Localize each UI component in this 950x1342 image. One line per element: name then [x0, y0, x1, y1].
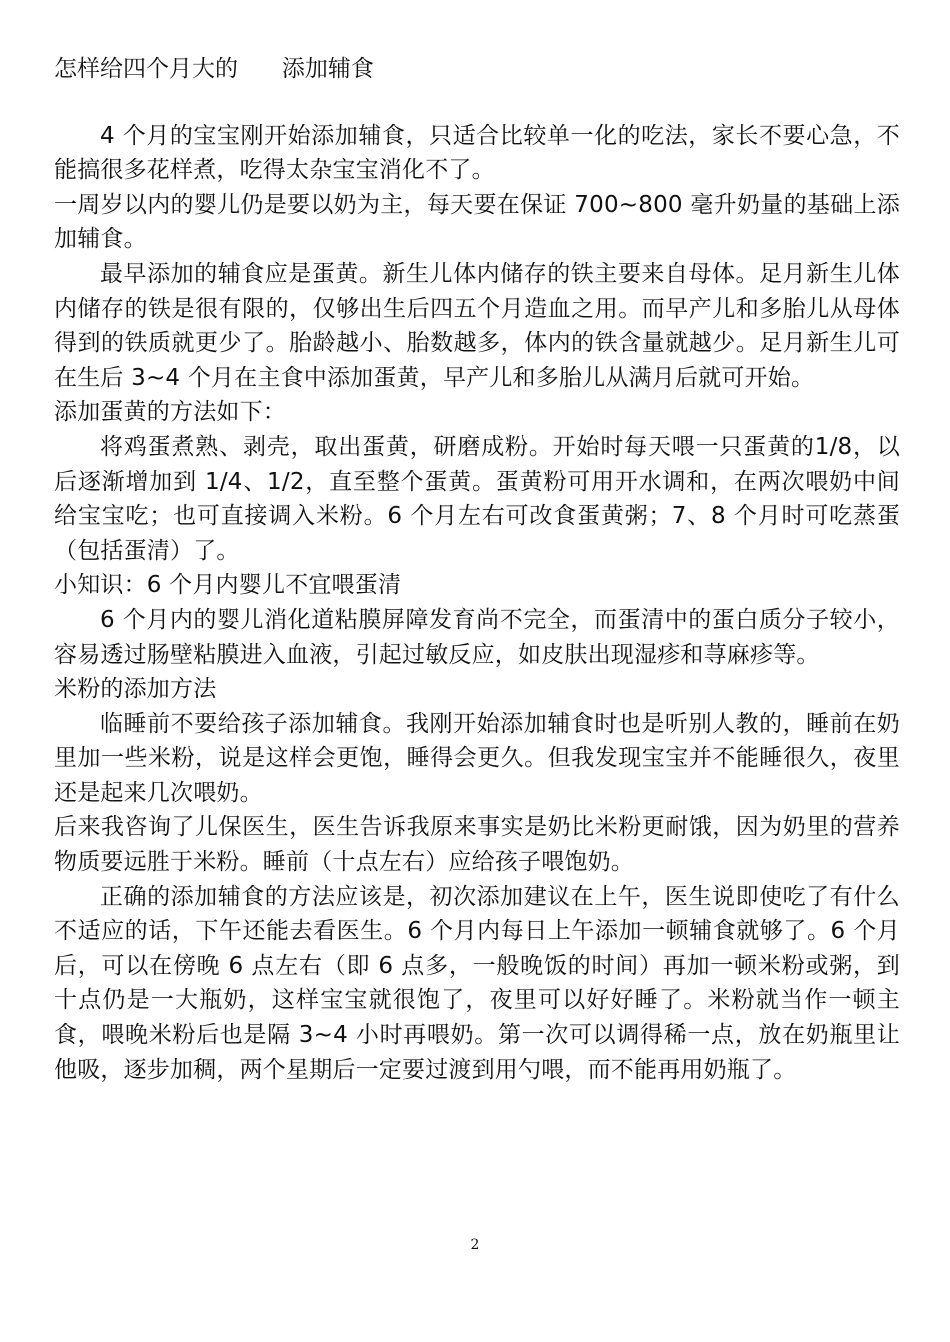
document-page [54, 52, 900, 1087]
document-title: 怎样给四个月大的 添加辅食 [54, 56, 374, 82]
paragraph-intro: 4 个月的宝宝刚开始添加辅食，只适合比较单一化的吃法，家长不要心急，不能搞很多花样煮，吃得太杂宝宝消化不了。 [54, 122, 900, 184]
heading-egg-white-tip: 小知识：6 个月内婴儿不宜喂蛋清 [54, 572, 402, 599]
paragraph-bedtime: 临睡前不要给孩子添加辅食。我刚开始添加辅食时也是听别人教的，睡前在奶里加一些米粉，说是这样会更饱，睡得会更久。但我发现宝宝并不能睡很久，夜里还是起来几次喂奶。 [54, 710, 900, 806]
paragraph-doctor-advice: 后来我咨询了儿保医生，医生告诉我原来事实是奶比米粉更耐饿，因为奶里的营养物质要远胜于米粉。睡前（十点左右）应给孩子喂饱奶。 [54, 814, 900, 876]
paragraph-egg-white-allergy: 6 个月内的婴儿消化道粘膜屏障发育尚不完全，而蛋清中的蛋白质分子较小，容易透过肠壁粘膜进入血液，引起过敏反应，如皮肤出现湿疹和荨麻疹等。 [54, 606, 900, 668]
paragraph-egg-yolk-method: 将鸡蛋煮熟、剥壳，取出蛋黄，研磨成粉。开始时每天喂一只蛋黄的1/8，以后逐渐增加到 1/4、1/2，直至整个蛋黄。蛋黄粉可用开水调和，在两次喂奶中间给宝宝吃；也可直接调入米粉。6 个月左右可改食蛋黄粥；7、8 个月时可吃蒸蛋（包括蛋清）了。 [54, 433, 900, 564]
paragraph-milk-base: 一周岁以内的婴儿仍是要以奶为主，每天要在保证 700~800 毫升奶量的基础上添加辅食。 [54, 191, 900, 253]
heading-egg-yolk-method: 添加蛋黄的方法如下： [54, 399, 286, 426]
page-number: 2 [470, 1237, 480, 1253]
paragraph-egg-yolk-first: 最早添加的辅食应是蛋黄。新生儿体内储存的铁主要来自母体。足月新生儿体内储存的铁是很有限的，仅够出生后四五个月造血之用。而早产儿和多胎儿从母体得到的铁质就更少了。胎龄越小、胎数越多，体内的铁含量就越少。足月新生儿可在生后 3~4 个月在主食中添加蛋黄，早产儿和多胎儿从满月后就可开始。 [54, 260, 900, 391]
heading-rice-flour-method: 米粉的添加方法 [54, 676, 217, 703]
paragraph-correct-method: 正确的添加辅食的方法应该是，初次添加建议在上午，医生说即使吃了有什么不适应的话，下午还能去看医生。6 个月内每日上午添加一顿辅食就够了。6 个月后，可以在傍晚 6 点左右（即 6 点多，一般晚饭的时间）再加一顿米粉或粥，到十点仍是一大瓶奶，这样宝宝就很饱了，夜里可以好好睡了。米粉就当作一顿主食，喂晚米粉后也是隔 3~4 小时再喂奶。第一次可以调得稀一点，放在奶瓶里让他吸，逐步加稠，两个星期后一定要过渡到用勺喂，而不能再用奶瓶了。 [54, 883, 900, 1083]
